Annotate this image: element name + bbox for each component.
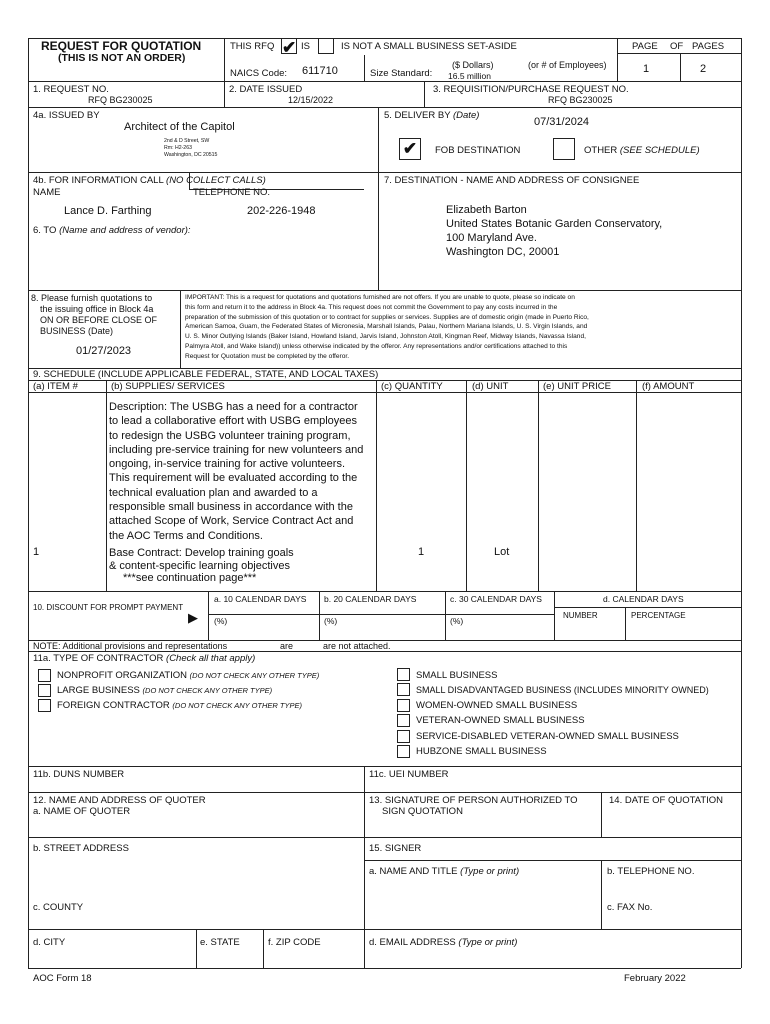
telephone-label: TELEPHONE NO. [193,187,271,198]
uei-label: 11c. UEI NUMBER [369,769,449,780]
col-item: (a) ITEM # [33,381,78,392]
signer-telephone-label: b. TELEPHONE NO. [607,866,695,877]
quote-deadline-line2: the issuing office in Block 4a [40,304,154,314]
requisition-label: 3. REQUISITION/PURCHASE REQUEST NO. [433,84,629,95]
naics-label: NAICS Code: [230,68,288,79]
small-disadvantaged-checkbox[interactable] [397,683,410,696]
issued-by-line2: Rm: H2-263 [164,145,192,151]
discount-30-days: c. 30 CALENDAR DAYS [450,594,542,604]
women-owned-checkbox[interactable] [397,699,410,712]
col-unit-price: (e) UNIT PRICE [543,381,611,392]
issued-by-name: Architect of the Capitol [124,121,235,133]
issued-by-label: 4a. ISSUED BY [33,110,100,121]
contact-name-value: Lance D. Farthing [64,205,152,217]
hubzone-label: HUBZONE SMALL BUSINESS [416,746,547,757]
foreign-contractor-checkbox[interactable] [38,699,51,712]
state-label: e. STATE [200,937,240,948]
deliver-by-label: 5. DELIVER BY (Date) [384,110,480,121]
quote-deadline-line4: BUSINESS (Date) [40,326,114,336]
note-part3: are not attached. [323,641,391,651]
service-disabled-label: SERVICE-DISABLED VETERAN-OWNED SMALL BUSINESS [416,731,679,742]
small-disadvantaged-label: SMALL DISADVANTAGED BUSINESS (INCLUDES MINORITY OWNED) [416,685,709,695]
quote-deadline-value: 01/27/2023 [76,345,132,357]
issued-by-line3: Washington, DC 20515 [164,152,218,158]
col-supplies: (b) SUPPLIES/ SERVICES [111,381,225,392]
of-label: OF [670,41,684,52]
women-owned-label: WOMEN-OWNED SMALL BUSINESS [416,700,578,711]
veteran-owned-label: VETERAN-OWNED SMALL BUSINESS [416,715,585,726]
important-notice: IMPORTANT: This is a request for quotations and quotations furnished are not offers. If you are unable to quote, please so indicate on this form and return it to the address in Block 4a. This request does not commit the Government to pay any costs incurred in the preparation of the submission of this quotation or to contract for supplies or services. Supplies are of domestic origin (made in Puerto Rico, American Samoa, Guam, the Federated States of Micronesia, Marshall Islands, Palau, Northern Mariana Islands, U. S. Virgin Islands, and U. S. Minor Outlying Islands (Baker Island, Howland Island, Jarvis Island, Johnston Atoll, Kingman Reef, Midway Islands, Navassa Island, Palmyra Atoll, and Wake Island)) unless otherwise indicated by the offeror. Any representations and/or certifications attached to this Request for Quotation must be completed by the offeror. [185,294,589,360]
small-business-checkbox[interactable] [397,668,410,681]
is-not-set-aside-label: IS NOT A SMALL BUSINESS SET-ASIDE [341,41,517,52]
request-no-label: 1. REQUEST NO. [33,84,109,95]
consignee-line1: Elizabeth Barton [446,204,527,216]
signature-label-line1: 13. SIGNATURE OF PERSON AUTHORIZED TO [369,795,578,806]
requisition-value: RFQ BG230025 [548,95,613,105]
fax-label: c. FAX No. [607,902,653,913]
issued-by-line1: 2nd & D Street, SW [164,138,210,144]
discount-arrow-icon: ▶ [188,610,198,625]
this-rfq-label: THIS RFQ [230,41,275,52]
schedule-title: 9. SCHEDULE (INCLUDE APPLICABLE FEDERAL, STATE, AND LOCAL TAXES) [33,369,379,380]
line-item-text: Base Contract: Develop training goals & content-specific learning objectives ***see continuation page*** [109,547,294,584]
quote-deadline-line3: ON OR BEFORE CLOSE OF [40,315,158,325]
consignee-line2: United States Botanic Garden Conservatory, [446,218,663,230]
consignee-line3: 100 Maryland Ave. [446,232,537,244]
col-amount: (f) AMOUNT [642,381,695,392]
quote-deadline-line1: 8. Please furnish quotations to [31,293,153,303]
page-label: PAGE [632,41,658,52]
veteran-owned-checkbox[interactable] [397,714,410,727]
page-value: 1 [643,63,650,75]
info-call-label: 4b. FOR INFORMATION CALL (NO COLLECT CALLS) [33,175,266,186]
email-label: d. EMAIL ADDRESS (Type or print) [369,937,518,948]
consignee-line4: Washington DC, 20001 [446,246,560,258]
date-issued-label: 2. DATE ISSUED [229,84,303,95]
form-subtitle: (THIS IS NOT AN ORDER) [58,52,186,64]
other-label: OTHER (SEE SCHEDULE) [584,145,700,156]
dollars-value: 16.5 million [448,71,491,81]
name-title-label: a. NAME AND TITLE (Type or print) [369,866,520,877]
pages-label: PAGES [692,41,725,52]
deliver-by-value: 07/31/2024 [534,116,590,128]
duns-label: 11b. DUNS NUMBER [33,769,125,780]
hubzone-checkbox[interactable] [397,745,410,758]
number-label: NUMBER [563,611,598,620]
discount-label: 10. DISCOUNT FOR PROMPT PAYMENT [33,603,184,612]
contractor-type-label: 11a. TYPE OF CONTRACTOR (Check all that apply) [33,653,256,664]
pages-value: 2 [700,63,707,75]
destination-label: 7. DESTINATION - NAME AND ADDRESS OF CONSIGNEE [384,175,640,186]
nonprofit-checkbox[interactable] [38,669,51,682]
is-not-set-aside-checkbox[interactable] [318,38,334,54]
form-title: REQUEST FOR QUOTATION [41,39,202,53]
is-set-aside-checkbox[interactable]: ✔ [282,38,297,57]
small-business-label: SMALL BUSINESS [416,670,498,681]
date-of-quotation-label: 14. DATE OF QUOTATION [609,795,724,806]
employees-label: (or # of Employees) [528,60,607,70]
signature-label-line2: SIGN QUOTATION [382,806,463,817]
discount-20-days: b. 20 CALENDAR DAYS [324,594,417,604]
line-item-number: 1 [33,546,40,558]
naics-value: 611710 [302,65,338,77]
county-label: c. COUNTY [33,902,84,913]
city-label: d. CITY [33,937,66,948]
form-number: AOC Form 18 [33,973,92,984]
quoter-name-label: a. NAME OF QUOTER [33,806,131,817]
discount-30-pct[interactable]: (%) [450,616,464,626]
discount-20-pct[interactable]: (%) [324,616,338,626]
discount-10-pct[interactable]: (%) [214,616,228,626]
large-business-label: LARGE BUSINESS (DO NOT CHECK ANY OTHER TYPE) [57,685,273,696]
note-part2: are [280,641,294,651]
note-part1: NOTE: Additional provisions and representations [33,641,228,651]
street-address-label: b. STREET ADDRESS [33,843,129,854]
large-business-checkbox[interactable] [38,684,51,697]
signer-label: 15. SIGNER [369,843,422,854]
name-label: NAME [33,187,61,198]
is-label: IS [301,41,310,52]
service-disabled-checkbox[interactable] [397,730,410,743]
discount-calendar-days: d. CALENDAR DAYS [603,594,684,604]
col-quantity: (c) QUANTITY [381,381,443,392]
dollars-label: ($ Dollars) [452,60,494,70]
to-vendor-label: 6. TO (Name and address of vendor): [33,225,191,236]
quoter-name-address-label: 12. NAME AND ADDRESS OF QUOTER [33,795,206,806]
request-no-value: RFQ BG230025 [88,95,153,105]
contact-phone-value: 202-226-1948 [247,205,316,217]
other-checkbox[interactable] [553,138,575,160]
discount-10-days: a. 10 CALENDAR DAYS [214,594,307,604]
item-description: Description: The USBG has a need for a contractor to lead a collaborative effort with USBG employees to redesign the USBG volunteer training program, including pre-service training for new volunteers and ongoing, in-service training for active volunteers. This requirement will be evaluated according to the technical evaluation plan and awarded to a responsible small business in accordance with the attached Scope of Work, Service Contract Act and the AOC Terms and Conditions. [109,401,364,542]
form-date: February 2022 [624,973,686,984]
foreign-contractor-label: FOREIGN CONTRACTOR (DO NOT CHECK ANY OTHER TYPE) [57,700,303,711]
fob-destination-checkbox[interactable]: ✔ [399,138,421,160]
line-item-quantity: 1 [418,546,425,558]
nonprofit-label: NONPROFIT ORGANIZATION (DO NOT CHECK ANY OTHER TYPE) [57,670,320,681]
line-item-unit: Lot [494,546,510,558]
zip-label: f. ZIP CODE [268,937,321,948]
date-issued-value: 12/15/2022 [288,95,334,105]
col-unit: (d) UNIT [472,381,509,392]
percentage-label: PERCENTAGE [631,611,686,620]
size-standard-label: Size Standard: [370,68,433,79]
fob-destination-label: FOB DESTINATION [435,145,521,156]
